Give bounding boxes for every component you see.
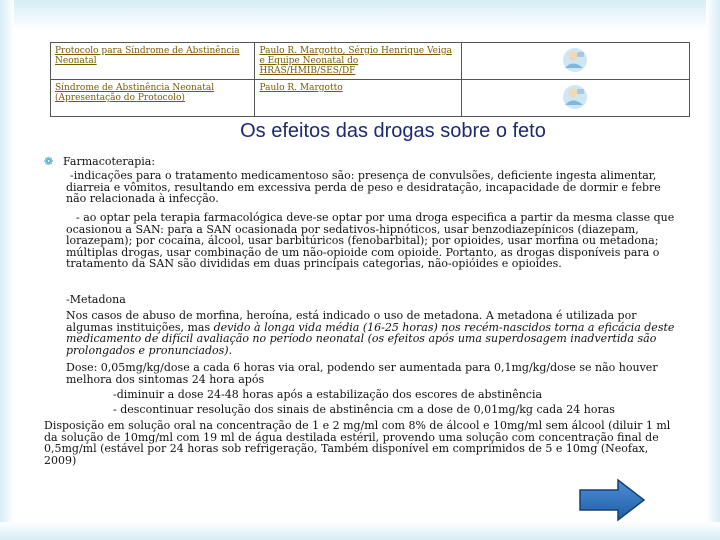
paragraph-italic-text: devido à longa vida média (16-25 horas) nos recém-nascidos torna a eficácia deste medicamento de difícil avaliação no período neonatal (os efeitos após uma superdosagem inadvertida são prolongados e pronunciados).	[66, 320, 675, 357]
frame-left	[0, 0, 14, 540]
table-row	[51, 43, 690, 80]
frame-bottom	[0, 522, 720, 540]
table-cell	[461, 43, 689, 80]
table-cell	[255, 43, 461, 80]
reference-link[interactable]: Síndrome de Abstinência Neonatal (Apresentação do Protocolo)	[55, 83, 215, 103]
section-heading: Farmacoterapia:	[63, 155, 156, 168]
author-link[interactable]: Paulo R. Margotto, Sérgio Henrique Veiga e Equipe Neonatal do HRAS/HMIB/SES/DF	[259, 46, 452, 76]
page-title: Os efeitos das drogas sobre o feto	[240, 120, 546, 142]
person-icon[interactable]	[562, 84, 588, 110]
paragraph: -indicações para o tratamento medicamentoso são: presença de convulsões, deficiente ingesta alimentar, diarreia e vômitos, resultando em excessiva perda de peso e desidratação, incapacidade de dormir e febre não relacionada à infecção.	[66, 169, 661, 205]
person-icon[interactable]	[562, 47, 588, 73]
paragraph: - descontinuar resolução dos sinais de abstinência cm a dose de 0,01mg/kg cada 24 horas	[113, 403, 615, 416]
frame-top	[0, 0, 720, 30]
paragraph: Dose: 0,05mg/kg/dose a cada 6 horas via oral, podendo ser aumentada para 0,1mg/kg/dose se não houver melhora dos sintomas 24 hora após	[66, 361, 658, 386]
author-link[interactable]: Paulo R. Margotto	[259, 83, 343, 93]
table-cell	[461, 80, 689, 117]
frame-right	[706, 0, 720, 540]
table-cell	[51, 80, 255, 117]
paragraph: - ao optar pela terapia farmacológica deve-se optar por uma droga especifica a partir da mesma classe que ocasionou a SAN: para a SAN ocasionada por sedativos-hipnóticos, usar benzodiazepínicos (diazepam, lorazepam); por cocaína, álcool, usar barbitúricos (fenobarbital); por opioides, usar morfina ou metadona; múltiplas drogas, usar combinação de um não-opioide com opioide. Portanto, as drogas disponíveis para o tratamento da SAN são divididas em duas principais categorias, não-opióides e opioides.	[66, 211, 675, 270]
right-arrow-icon[interactable]	[578, 478, 646, 522]
table-row	[51, 80, 690, 117]
paragraph	[66, 310, 684, 356]
paragraph-text: Nos casos de abuso de morfina, heroína, está indicado o uso de metadona. A metadona é utilizada por algumas instituições, mas	[66, 309, 637, 334]
table-cell	[255, 80, 461, 117]
bullet-icon: ❁	[44, 155, 54, 168]
references-table	[50, 42, 690, 117]
reference-link[interactable]: Protocolo para Síndrome de Abstinência Neonatal	[55, 46, 240, 66]
section-heading: -Metadona	[66, 293, 126, 306]
paragraph: -diminuir a dose 24-48 horas após a estabilização dos escores de abstinência	[113, 388, 543, 401]
table-cell	[51, 43, 255, 80]
paragraph: Disposição em solução oral na concentração de 1 e 2 mg/ml com 8% de álcool e 10mg/ml sem álcool (diluir 1 ml da solução de 10mg/ml com 19 ml de água destilada estéril, provendo uma solução com concentração final de 0,5mg/ml (estável por 24 horas sob refrigeração, Também disponível em comprimidos de 5 e 10mg (Neofax, 2009)	[44, 419, 671, 467]
